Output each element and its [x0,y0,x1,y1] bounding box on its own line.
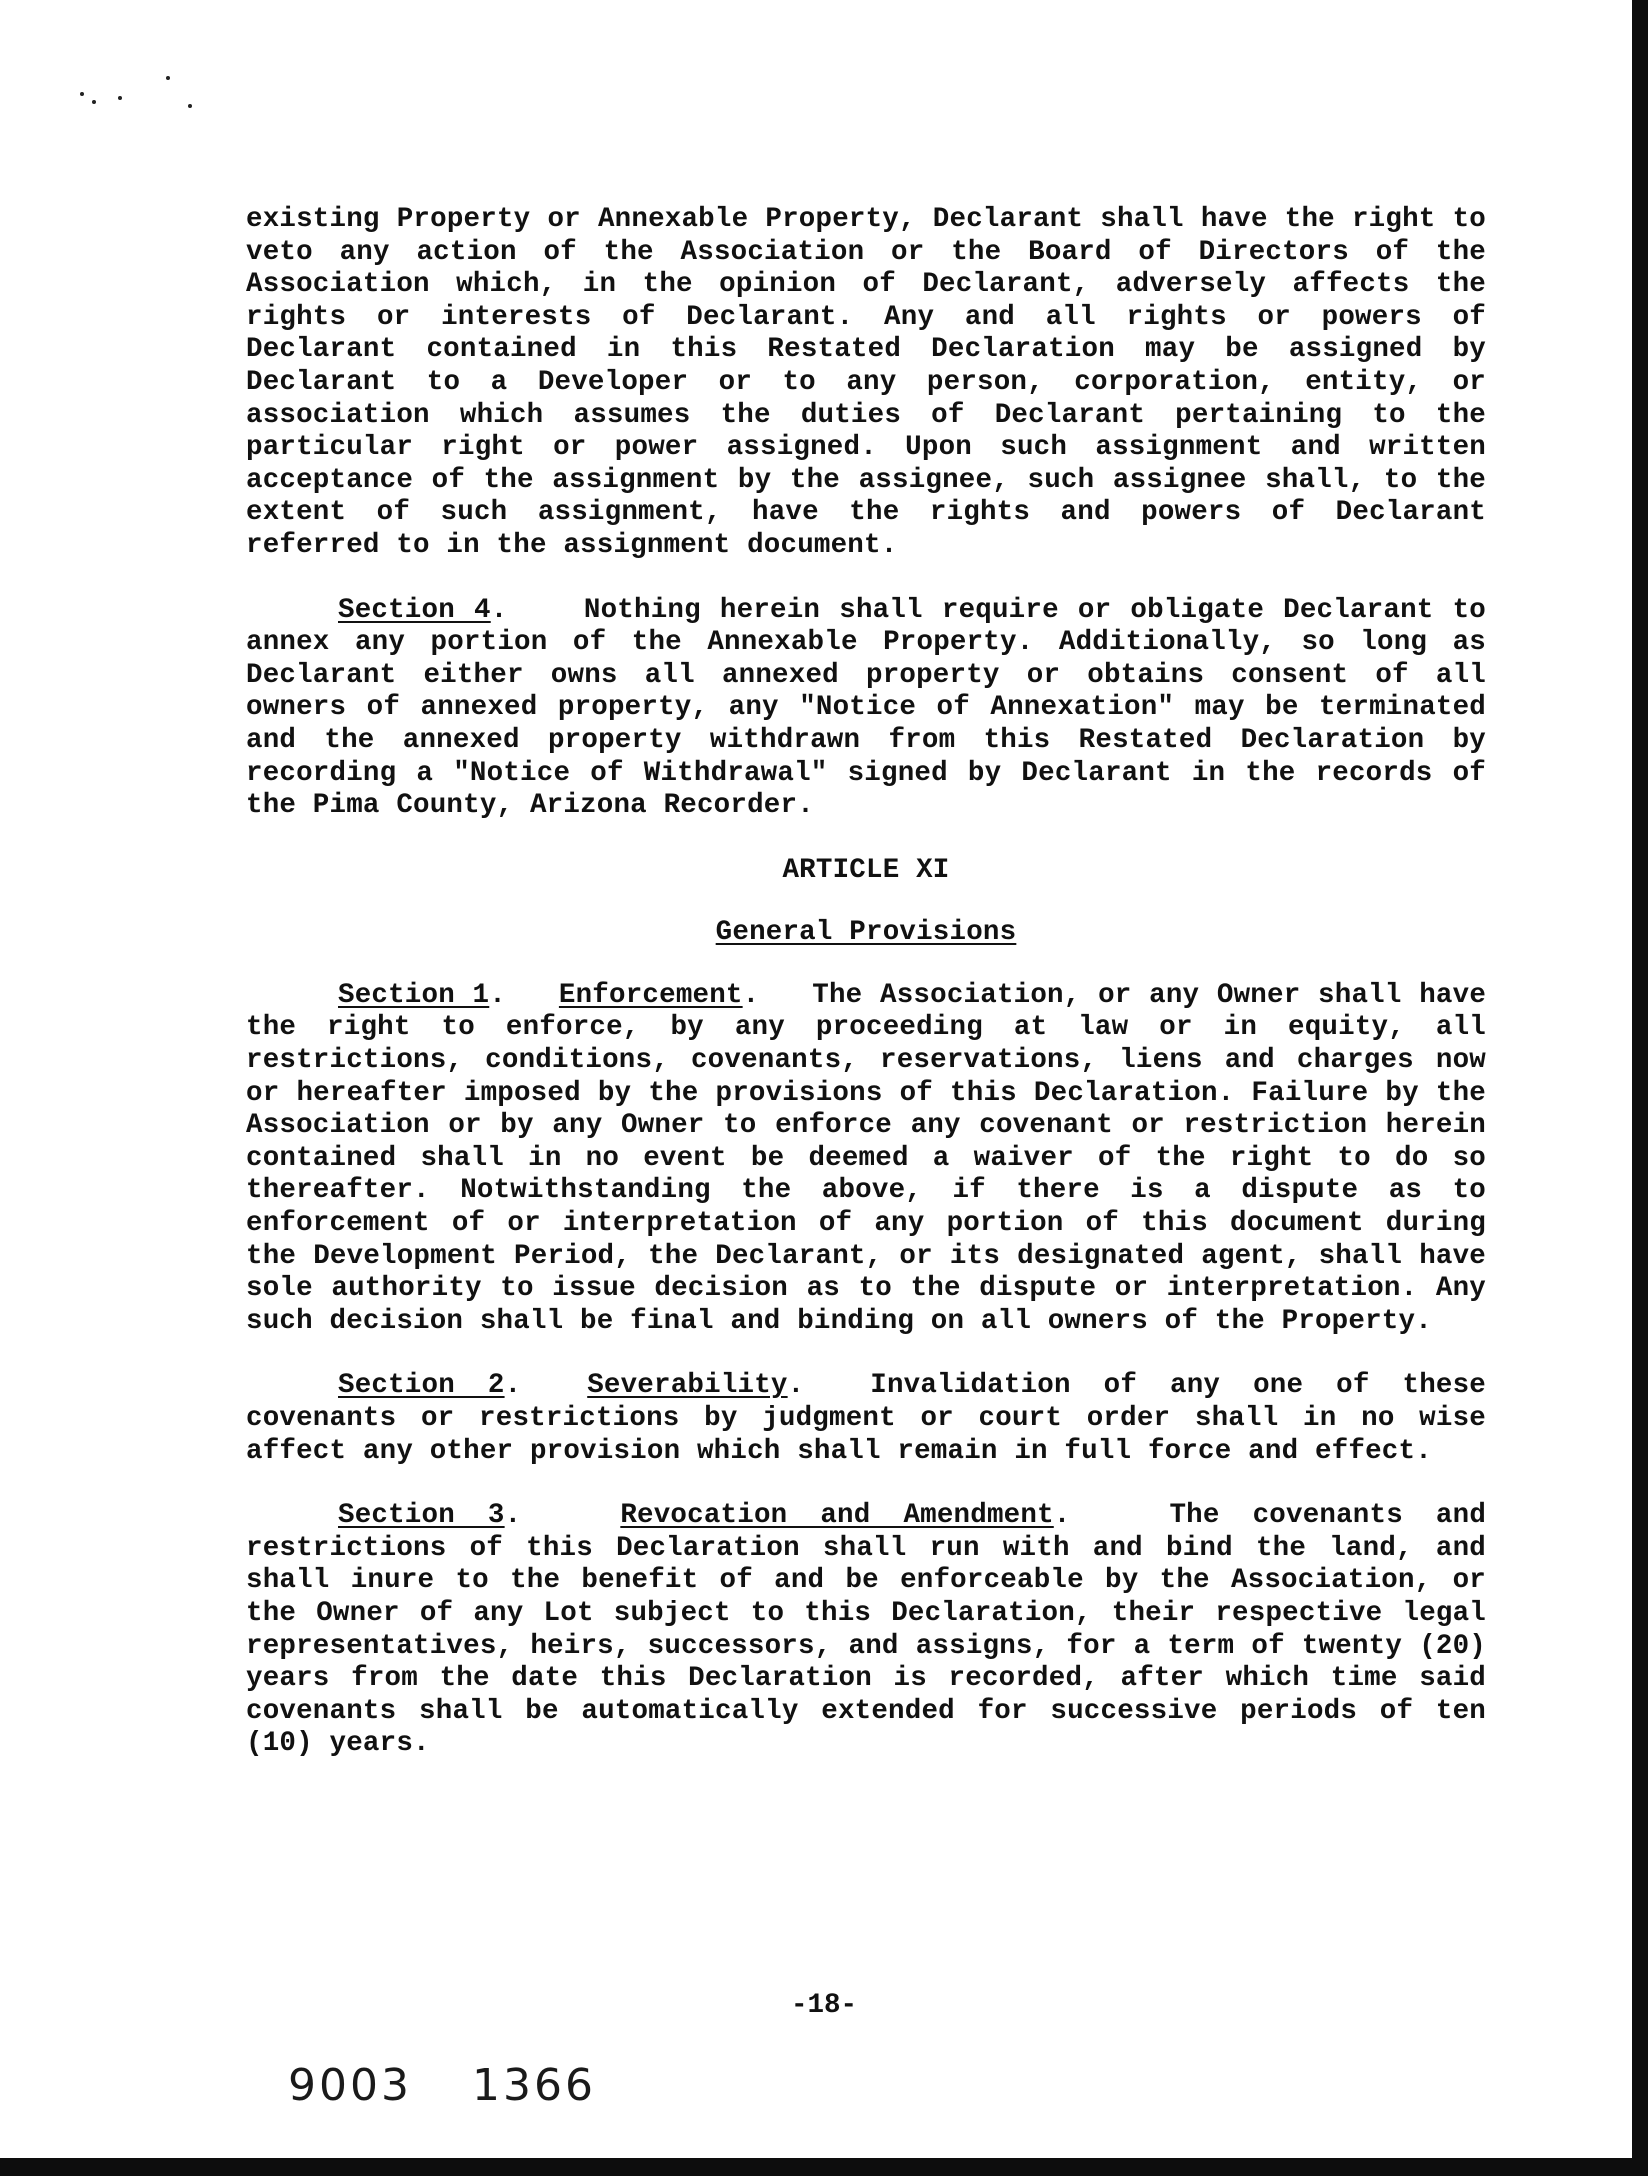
scan-speck [188,104,192,108]
scan-speck [92,100,96,104]
section-3-label: Section 3 [338,1500,505,1532]
scan-speck [166,76,170,80]
article-subtitle: General Provisions [715,917,1017,949]
section-1-paragraph: Section 1. Enforcement. The Association, or any Owner shall have the right to enforce, by any proceeding at law or in equity, all restrictions, conditions, covenants, reservations, liens and charges now or hereafter imposed by the provisions of this Declaration. Failure by the Association or by any Owner to enforce any covenant or restriction herein contained shall in no event be deemed a waiver of the right to do so thereafter. Notwithstanding the above, if there is a dispute as to enforcement of or interpretation of any portion of this document during the Development Period, the Declarant, or its designated agent, shall have sole authority to issue decision as to the dispute or interpretation. Any such decision shall be final and binding on all owners of the Property. [246,979,1487,1337]
intro-paragraph: existing Property or Annexable Property, Declarant shall have the right to veto any action of the Association or the Board of Directors of the Association which, in the opinion of Declarant, adversely affects the rights or interests of Declarant. Any and all rights or powers of Declarant contained in this Restated Declaration may be assigned by Declarant to a Developer or to any person, corporation, entity, or association which assumes the duties of Declarant pertaining to the particular right or power assigned. Upon such assignment and written acceptance of the assignment by the assignee, such assignee shall, to the extent of such assignment, have the rights and powers of Declarant referred to in the assignment document. [246,204,1486,561]
scan-speck [80,92,84,96]
section-1-label: Section 1 [338,979,490,1011]
document-code [288,2060,656,2111]
section-4-paragraph: Section 4. Nothing herein shall require or obligate Declarant to annex any portion of the Annexable Property. Additionally, so long as Declarant either owns all annexed property or obtains consent of all owners of annexed property, any "Notice of Annexation" may be terminated and the annexed property withdrawn from this Restated Declaration by recording a "Notice of Withdrawal" signed by Declarant in the records of the Pima County, Arizona Recorder. [246,594,1486,822]
section-4-label: Section 4 [338,594,491,626]
section-3-heading: Revocation and Amendment [620,1500,1054,1532]
section-3-paragraph: Section 3. Revocation and Amendment. The covenants and restrictions of this Declaration shall run with and bind the land, and shall inure to the benefit of and be enforceable by the Association, or the Owner of any Lot subject to this Declaration, their respective legal representatives, heirs, successors, and assigns, for a term of twenty (20) years from the date this Declaration is recorded, after which time said covenants shall be automatically extended for successive periods of ten (10) years. [246,1500,1487,1760]
section-2-paragraph: Section 2. Severability. Invalidation of any one of these covenants or restrictions by judgment or court order shall in no wise affect any other provision which shall remain in full force and effect. [246,1370,1487,1467]
document-code-left: 9003 [288,2060,412,2111]
page-number: -18- [790,1990,857,2021]
scan-speck [118,96,122,100]
section-2-label: Section 2 [338,1370,505,1402]
article-title: ARTICLE XI [782,854,950,886]
section-3-text: The covenants and restrictions of this Declaration shall run with and bind the land, and shall inure to the benefit of and be enforceable by the Association, or the Owner of any Lot subject to this Declaration, their respective legal representatives, heirs, successors, and assigns, for a term of twenty (20) years from the date this Declaration is recorded, after which time said covenants shall be automatically extended for successive periods of ten (10) years. [246,1500,1487,1760]
document-body [246,204,1486,1793]
section-1-text: The Association, or any Owner shall have the right to enforce, by any proceeding at law or in equity, all restrictions, conditions, covenants, reservations, liens and charges now or hereafter imposed by the provisions of this Declaration. Failure by the Association or by any Owner to enforce any covenant or restriction herein contained shall in no event be deemed a waiver of the right to do so thereafter. Notwithstanding the above, if there is a dispute as to enforcement of or interpretation of any portion of this document during the Development Period, the Declarant, or its designated agent, shall have sole authority to issue decision as to the dispute or interpretation. Any such decision shall be final and binding on all owners of the Property. [246,979,1487,1337]
section-4-text: Nothing herein shall require or obligate Declarant to annex any portion of the Annexable Property. Additionally, so long as Declarant either owns all annexed property or obtains consent of all owners of annexed property, any "Notice of Annexation" may be terminated and the annexed property withdrawn from this Restated Declaration by recording a "Notice of Withdrawal" signed by Declarant in the records of the Pima County, Arizona Recorder. [246,594,1486,822]
scan-edge-bottom [0,2158,1648,2176]
section-2-heading: Severability [587,1370,788,1402]
article-subtitle-wrap [246,917,1486,950]
document-code-right: 1366 [471,2060,596,2111]
section-1-heading: Enforcement [558,979,743,1011]
scan-edge-right [1632,0,1648,2176]
section-2-text: Invalidation of any one of these covenants or restrictions by judgment or court order shall in no wise affect any other provision which shall remain in full force and effect. [246,1370,1487,1467]
